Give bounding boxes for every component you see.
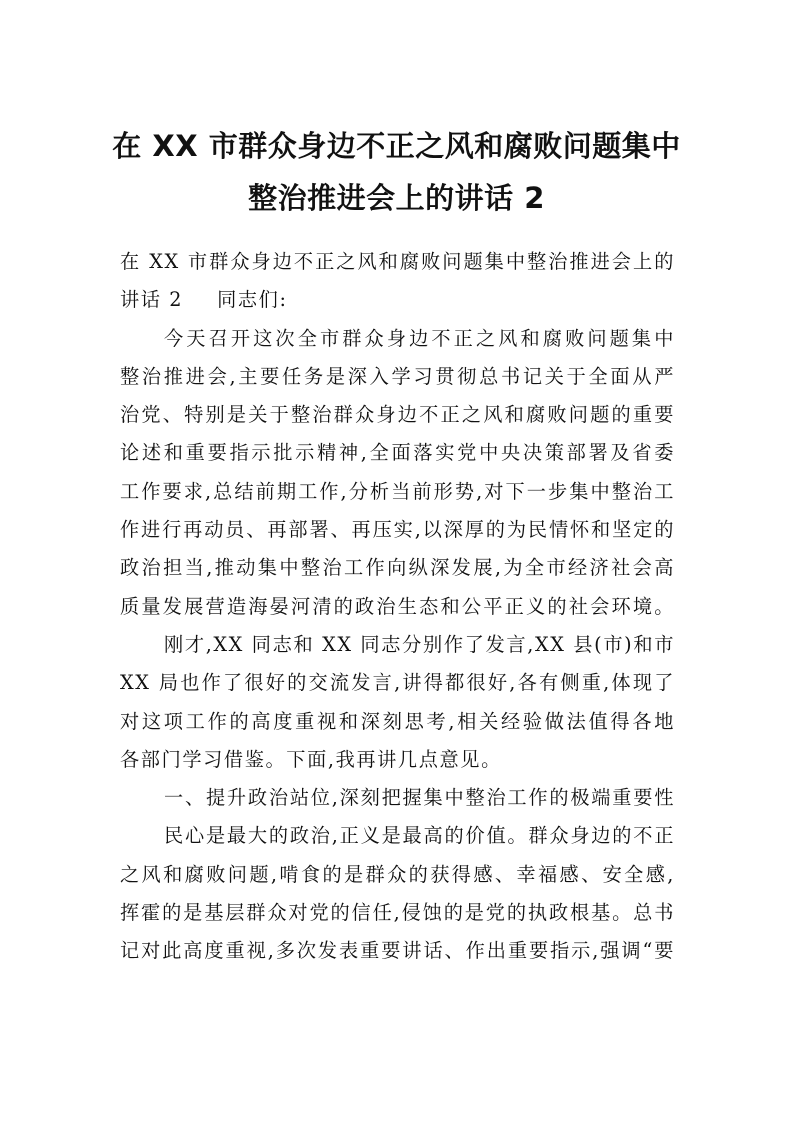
section-heading: 一、提升政治站位,深刻把握集中整治工作的极端重要性 [164, 786, 675, 810]
document-title [100, 120, 693, 224]
title-line-2: 整治推进会上的讲话 2 [248, 181, 545, 215]
paragraph-line: 之风和腐败问题,啃食的是群众的获得感、幸福感、安全感, [120, 862, 675, 886]
paragraph-line: 治党、特别是关于整治群众身边不正之风和腐败问题的重要 [120, 403, 675, 427]
paragraph-line: 质量发展营造海晏河清的政治生态和公平正义的社会环境。 [120, 594, 675, 618]
paragraph-line: 各部门学习借鉴。下面,我再讲几点意见。 [120, 747, 502, 771]
paragraph-line: 整治推进会,主要任务是深入学习贯彻总书记关于全面从严 [120, 364, 675, 388]
salutation: 同志们: [217, 288, 288, 312]
paragraph-line: 记对此高度重视,多次发表重要讲话、作出重要指示,强调“要 [120, 939, 675, 963]
paragraph-line: 政治担当,推动集中整治工作向纵深发展,为全市经济社会高 [120, 556, 675, 580]
intro-speech-label: 讲话 2 [120, 288, 184, 312]
paragraph-line: 刚才,XX 同志和 XX 同志分别作了发言,XX 县(市)和市 [164, 632, 675, 656]
intro-line [120, 281, 675, 319]
paragraph-line: 今天召开这次全市群众身边不正之风和腐败问题集中 [164, 326, 675, 350]
paragraph-line: 挥霍的是基层群众对党的信任,侵蚀的是党的执政根基。总书 [120, 901, 675, 925]
document-body [120, 243, 675, 971]
paragraph-line: 作进行再动员、再部署、再压实,以深厚的为民情怀和坚定的 [120, 518, 675, 542]
intro-line: 在 XX 市群众身边不正之风和腐败问题集中整治推进会上的 [120, 250, 675, 273]
paragraph-line: 工作要求,总结前期工作,分析当前形势,对下一步集中整治工 [120, 479, 675, 503]
paragraph-line: XX 局也作了很好的交流发言,讲得都很好,各有侧重,体现了 [120, 671, 675, 695]
paragraph-line: 对这项工作的高度重视和深刻思考,相关经验做法值得各地 [120, 709, 675, 733]
title-line-1: 在 XX 市群众身边不正之风和腐败问题集中 [112, 129, 681, 163]
paragraph-line: 民心是最大的政治,正义是最高的价值。群众身边的不正 [164, 824, 675, 848]
paragraph-line: 论述和重要指示批示精神,全面落实党中央决策部署及省委 [120, 441, 675, 465]
